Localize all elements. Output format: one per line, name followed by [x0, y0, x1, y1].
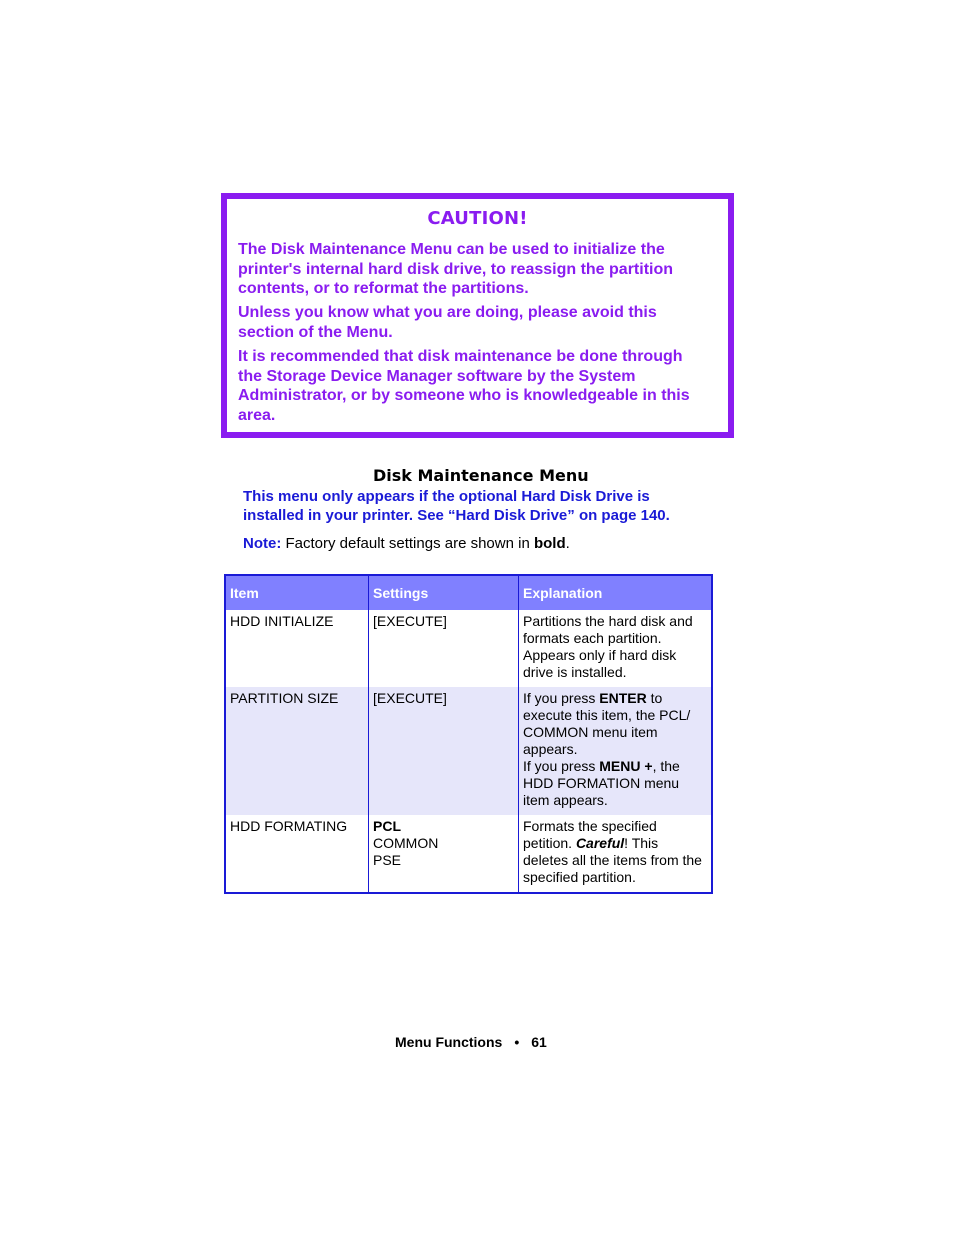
row-item: HDD INITIALIZE [230, 613, 334, 629]
row-item: HDD FORMATING [230, 818, 348, 834]
page-footer [395, 1034, 547, 1050]
row-explanation [519, 815, 713, 893]
header-settings: Settings [369, 575, 519, 610]
footer-bullet: • [514, 1034, 520, 1050]
section-heading: Disk Maintenance Menu [373, 466, 589, 485]
page-number: 61 [531, 1034, 547, 1050]
disk-maintenance-table [224, 574, 713, 894]
explanation-line [523, 690, 707, 758]
row-explanation [519, 687, 713, 815]
text: to execute this item, the PCL/ COMMON menu item appears. [523, 690, 691, 757]
header-explanation: Explanation [519, 575, 713, 610]
caution-title: CAUTION! [427, 208, 528, 229]
caution-box [221, 193, 734, 438]
explanation-line [523, 758, 707, 809]
key-menu-plus: MENU + [599, 758, 653, 774]
footer-section: Menu Functions [395, 1034, 503, 1050]
row-settings [369, 815, 519, 893]
text: If you press [523, 690, 600, 706]
setting-default: PCL [373, 818, 401, 834]
note [243, 535, 570, 552]
note-bold: bold [533, 535, 566, 552]
row-item: PARTITION SIZE [225, 687, 369, 815]
setting-option: PSE [373, 852, 402, 868]
row-explanation: Partitions the hard disk and formats each partition. Appears only if hard disk drive is installed. [519, 610, 713, 687]
table-row [225, 610, 712, 687]
key-enter: ENTER [599, 690, 647, 706]
caution-paragraph: Unless you know what you are doing, please avoid this section of the Menu. [238, 304, 657, 341]
text: , the HDD FORMATION menu item appears. [523, 758, 680, 808]
caution-paragraph: The Disk Maintenance Menu can be used to initialize the printer's internal hard disk drive, to reassign the partition contents, or to reformat the partitions. [238, 241, 674, 297]
table-row [225, 687, 712, 815]
header-item: Item [225, 575, 369, 610]
careful-warning: Careful [575, 835, 625, 851]
table-row [225, 815, 712, 893]
row-settings: [EXECUTE] [369, 610, 519, 687]
note-end: . [565, 535, 570, 552]
text: ! This deletes all the items from the specified partition. [523, 835, 702, 885]
text: Formats the specified petition. [523, 818, 657, 851]
hdd-notice: This menu only appears if the optional Hard Disk Drive is installed in your printer. See “Hard Disk Drive” on page 140. [243, 488, 670, 524]
text: If you press [523, 758, 600, 774]
row-settings: [EXECUTE] [369, 687, 519, 815]
caution-paragraph: It is recommended that disk maintenance be done through the Storage Device Manager software by the System Administrator, or by someone who is knowledgeable in this area. [238, 348, 690, 424]
note-label: Note: [243, 535, 282, 552]
setting-option: COMMON [373, 835, 439, 851]
note-text: Factory default settings are shown in [281, 535, 534, 552]
table-header-row [225, 575, 712, 610]
